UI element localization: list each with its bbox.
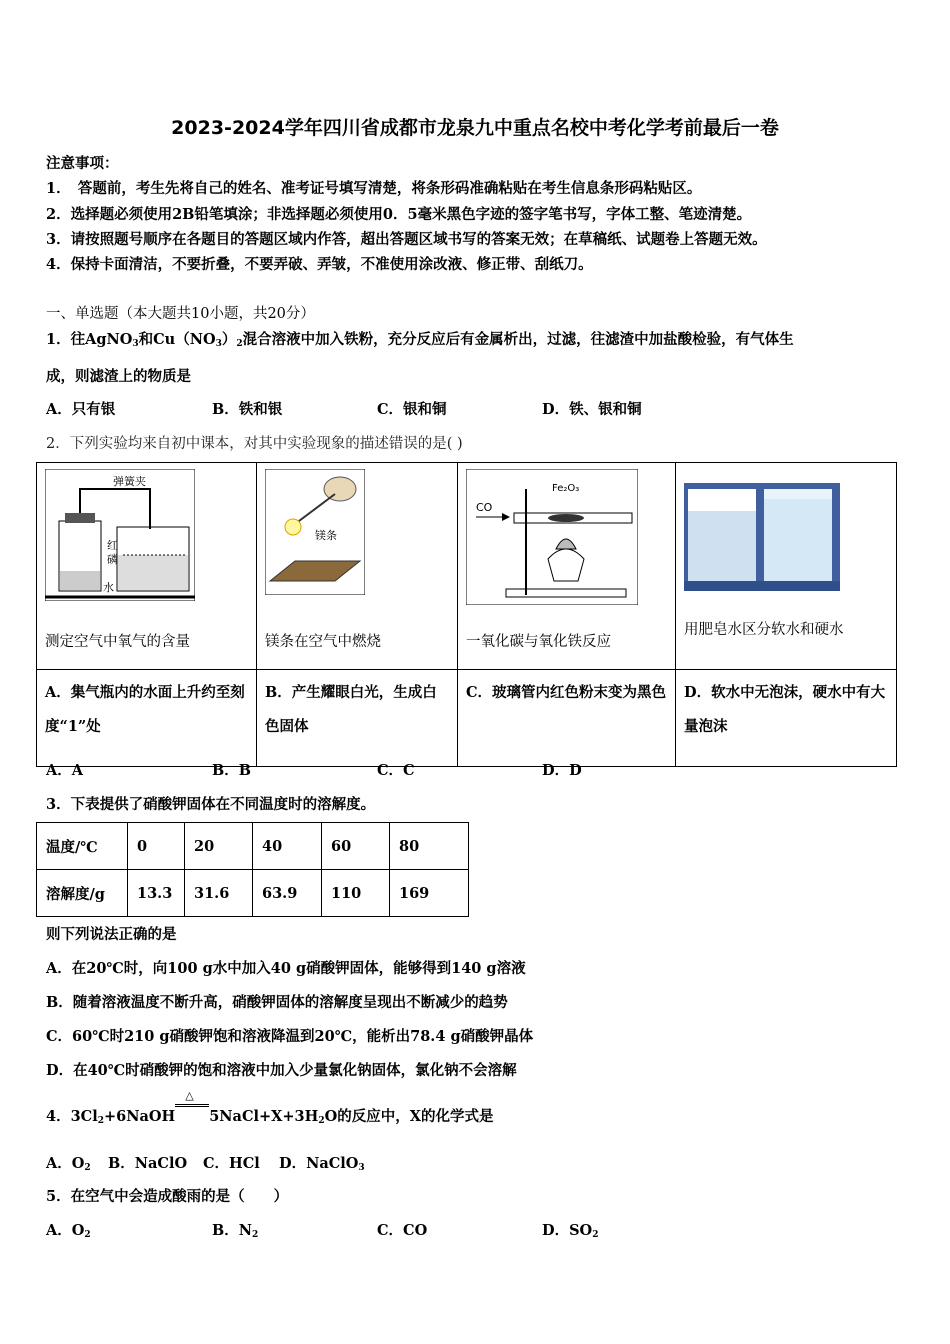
q2-option-a[interactable]: A．A [46,762,84,779]
soap-water-beakers-photo [684,483,840,591]
oxygen-apparatus-figure [45,469,195,601]
table-cell: 温度/℃ [37,823,128,870]
table-cell: 63.9 [253,870,322,917]
q4-stem: 4．$3Cl_2+6NaOH$ △ $5NaCl+X+3H_2O$的反应中，X的化学式是 [46,1089,494,1126]
q2-figure-cell-c [458,463,676,670]
svg-text:水: 水 [103,581,114,594]
svg-text:镁条: 镁条 [315,529,337,542]
svg-text:磷: 磷 [107,553,118,566]
table-cell: 80 [390,823,469,870]
q2-figure-cell-a [37,463,257,670]
q2-description-b: B．产生耀眼白光，生成白色固体 [257,670,458,767]
q4-option-a[interactable]: A．$O_2$ [46,1155,91,1173]
notice-item: 1． 答题前，考生先将自己的姓名、准考证号填写清楚，将条形码准确粘贴在考生信息条形码粘贴区。 [46,180,702,197]
q2-caption-d: 用肥皂水区分软水和硬水 [684,622,844,638]
svg-text:弹簧夹: 弹簧夹 [113,475,146,488]
notice-item: 4．保持卡面清洁，不要折叠，不要弄破、弄皱，不准使用涂改液、修正带、刮纸刀。 [46,256,593,273]
table-cell: 40 [253,823,322,870]
q3-stem: 3．下表提供了硝酸钾固体在不同温度时的溶解度。 [46,796,376,813]
table-cell: 60 [322,823,390,870]
table-cell: 169 [390,870,469,917]
q2-experiment-table [36,462,897,767]
q2-caption-b: 镁条在空气中燃烧 [265,634,381,650]
table-cell: 0 [128,823,185,870]
q2-description-c: C．玻璃管内红色粉末变为黑色 [458,670,676,767]
svg-text:红: 红 [107,539,118,552]
table-cell: 31.6 [185,870,253,917]
q2-description-d: D．软水中无泡沫，硬水中有大量泡沫 [676,670,897,767]
notice-item: 3．请按照题号顺序在各题目的答题区域内作答，超出答题区域书写的答案无效；在草稿纸、试题卷上答题无效。 [46,231,767,248]
solubility-table [36,822,469,917]
q4-option-d[interactable]: D．NaClO$_3$ [279,1155,365,1173]
q1-stem-line2: 成，则滤渣上的物质是 [46,368,191,385]
table-row [37,823,469,870]
reaction-condition: △ [175,1107,209,1121]
section-heading: 一、单选题（本大题共10小题，共20分） [46,306,315,322]
q3-option-d[interactable]: D．在40℃时硝酸钾的饱和溶液中加入少量氯化钠固体，氯化钠不会溶解 [46,1062,517,1079]
q3-option-b[interactable]: B．随着溶液温度不断升高，硝酸钾固体的溶解度呈现出不断减少的趋势 [46,994,508,1011]
q3-question: 则下列说法正确的是 [46,926,177,943]
notice-item: 2．选择题必须使用2B铅笔填涂；非选择题必须使用0．5毫米黑色字迹的签字笔书写，字体工整、笔迹清楚。 [46,206,752,223]
q1-option-c[interactable]: C．银和铜 [377,401,447,418]
table-cell: 13.3 [128,870,185,917]
q3-option-c[interactable]: C．60℃时210 g硝酸钾饱和溶液降温到20℃，能析出78.4 g硝酸钾晶体 [46,1028,534,1045]
q5-option-b[interactable]: B．$N_2$ [212,1222,259,1240]
q2-option-b[interactable]: B．B [212,762,252,779]
page-title: 2023-2024学年四川省成都市龙泉九中重点名校中考化学考前最后一卷 [171,117,779,139]
co-reduction-figure [466,469,638,605]
q2-caption-c: 一氧化碳与氧化铁反应 [466,634,611,650]
svg-text:CO: CO [476,501,493,514]
magnesium-burning-figure [265,469,365,595]
table-row [37,870,469,917]
q1-stem: 1．往AgNO$_3$和$Cu(NO_3)_2$混合溶液中加入铁粉，充分反应后有金属析出，过滤，往滤渣中加盐酸检验，有气体生 [46,331,794,349]
q2-caption-a: 测定空气中氧气的含量 [45,634,190,650]
q3-option-a[interactable]: A．在20℃时，向100 g水中加入40 g硝酸钾固体，能够得到140 g溶液 [46,960,526,977]
q2-option-d[interactable]: D．D [542,762,582,779]
q1-option-a[interactable]: A．只有银 [46,401,116,418]
q5-stem: 5．在空气中会造成酸雨的是（ ） [46,1188,289,1205]
svg-text:Fe₂O₃: Fe₂O₃ [552,483,580,494]
q1-option-d[interactable]: D．铁、银和铜 [542,401,642,418]
q1-option-b[interactable]: B．铁和银 [212,401,283,418]
table-cell: 20 [185,823,253,870]
q4-option-c[interactable]: C．HCl [203,1155,260,1172]
q2-figure-cell-b [257,463,458,670]
q5-option-c[interactable]: C．CO [377,1222,428,1239]
table-cell: 110 [322,870,390,917]
q5-option-d[interactable]: D．$SO_2$ [542,1222,599,1240]
q5-option-a[interactable]: A．$O_2$ [46,1222,91,1240]
q2-stem: 2．下列实验均来自初中课本，对其中实验现象的描述错误的是( ) [46,436,463,452]
q2-figure-cell-d [676,463,897,670]
q2-description-a: A．集气瓶内的水面上升约至刻度“1”处 [37,670,257,767]
q2-option-c[interactable]: C．C [377,762,415,779]
notice-heading: 注意事项： [46,155,119,172]
table-cell: 溶解度/g [37,870,128,917]
q4-option-b[interactable]: B．NaClO [108,1155,188,1172]
